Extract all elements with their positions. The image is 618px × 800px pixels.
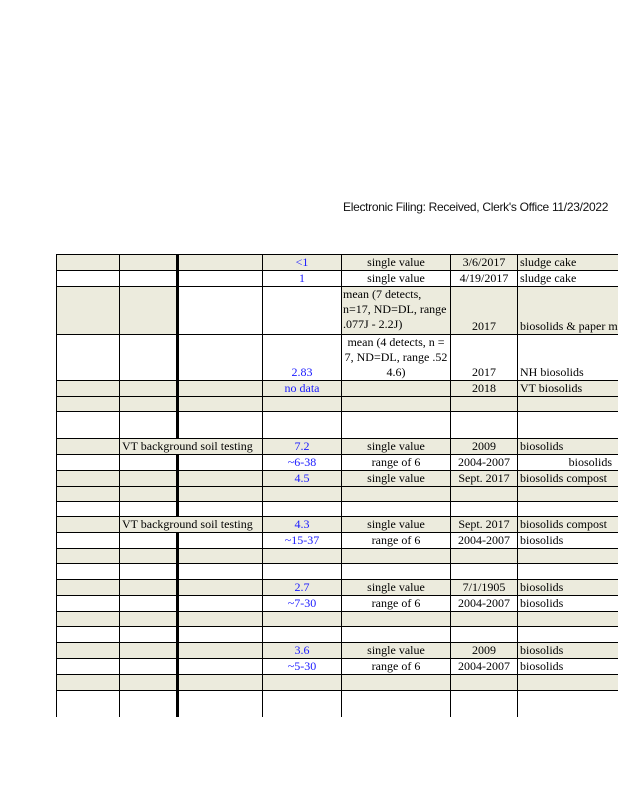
material-cell: VT biosolids: [517, 380, 618, 396]
statistic-cell: single value: [341, 516, 450, 532]
date-cell: 2018: [450, 380, 517, 396]
value-cell: 3.6: [262, 642, 341, 658]
date-cell: 2004-2007: [450, 595, 517, 611]
material-cell: biosolids compost: [517, 516, 618, 532]
statistic-cell: mean (7 detects, n=17, ND=DL, range .077J - 2.2J): [341, 286, 450, 334]
value-cell: 4.3: [262, 516, 341, 532]
statistic-cell: range of 6: [341, 595, 450, 611]
date-cell: 2009: [450, 642, 517, 658]
table-row: [56, 501, 618, 516]
table-row: [56, 396, 618, 411]
value-cell: ~15-37: [262, 532, 341, 548]
table-row: [56, 270, 618, 286]
table-row: [56, 642, 618, 658]
table-row: [56, 454, 618, 470]
material-cell: biosolids: [517, 454, 618, 470]
filing-stamp: Electronic Filing: Received, Clerk's Office 11/23/2022: [343, 200, 609, 214]
date-cell: 2004-2007: [450, 454, 517, 470]
table-row: [56, 548, 618, 563]
statistic-cell: single value: [341, 579, 450, 595]
table-row: [56, 611, 618, 626]
material-cell: biosolids compost: [517, 470, 618, 486]
date-cell: 2017: [450, 334, 517, 380]
date-cell: 4/19/2017: [450, 270, 517, 286]
statistic-cell: range of 6: [341, 658, 450, 674]
material-cell: biosolids: [517, 595, 618, 611]
statistic-cell: single value: [341, 642, 450, 658]
material-cell: sludge cake: [517, 270, 618, 286]
table-row: [56, 658, 618, 674]
value-cell: 7.2: [262, 438, 341, 454]
table-row: [56, 254, 618, 270]
date-cell: 2004-2007: [450, 658, 517, 674]
material-cell: biosolids: [517, 438, 618, 454]
table-row: [56, 470, 618, 486]
material-cell: biosolids: [517, 532, 618, 548]
table-row: [56, 563, 618, 579]
table-row: [56, 486, 618, 501]
material-cell: sludge cake: [517, 254, 618, 270]
value-cell: ~6-38: [262, 454, 341, 470]
material-cell: biosolids: [517, 642, 618, 658]
table-row: [56, 334, 618, 380]
material-cell: NH biosolids: [517, 334, 618, 380]
statistic-cell: [341, 380, 450, 396]
date-cell: 7/1/1905: [450, 579, 517, 595]
location-cell: VT background soil testing: [119, 438, 262, 454]
value-cell: ~7-30: [262, 595, 341, 611]
statistic-cell: single value: [341, 270, 450, 286]
material-cell: biosolids & paper m: [517, 286, 618, 334]
value-cell: no data: [262, 380, 341, 396]
date-cell: 2009: [450, 438, 517, 454]
value-cell: 1: [262, 270, 341, 286]
statistic-cell: range of 6: [341, 532, 450, 548]
material-cell: biosolids: [517, 579, 618, 595]
value-cell: 2.7: [262, 579, 341, 595]
value-cell: ~5-30: [262, 658, 341, 674]
material-cell: biosolids: [517, 658, 618, 674]
table-row: [56, 438, 618, 454]
table-row: [56, 579, 618, 595]
value-cell: <1: [262, 254, 341, 270]
table-row: [56, 516, 618, 532]
date-cell: 2017: [450, 286, 517, 334]
date-cell: Sept. 2017: [450, 470, 517, 486]
table-row: [56, 286, 618, 334]
table-row: [56, 674, 618, 690]
table-row: [56, 690, 618, 717]
date-cell: 3/6/2017: [450, 254, 517, 270]
statistic-cell: single value: [341, 254, 450, 270]
statistic-cell: single value: [341, 470, 450, 486]
value-cell: 4.5: [262, 470, 341, 486]
statistic-cell: mean (4 detects, n = 7, ND=DL, range .52 4.6): [341, 334, 450, 380]
table-row: [56, 626, 618, 642]
table-row: [56, 532, 618, 548]
statistic-cell: range of 6: [341, 454, 450, 470]
value-cell: [262, 286, 341, 334]
value-cell: 2.83: [262, 334, 341, 380]
table-row: [56, 595, 618, 611]
date-cell: Sept. 2017: [450, 516, 517, 532]
statistic-cell: single value: [341, 438, 450, 454]
date-cell: 2004-2007: [450, 532, 517, 548]
table-row: [56, 411, 618, 438]
table-row: [56, 380, 618, 396]
location-cell: VT background soil testing: [119, 516, 262, 532]
